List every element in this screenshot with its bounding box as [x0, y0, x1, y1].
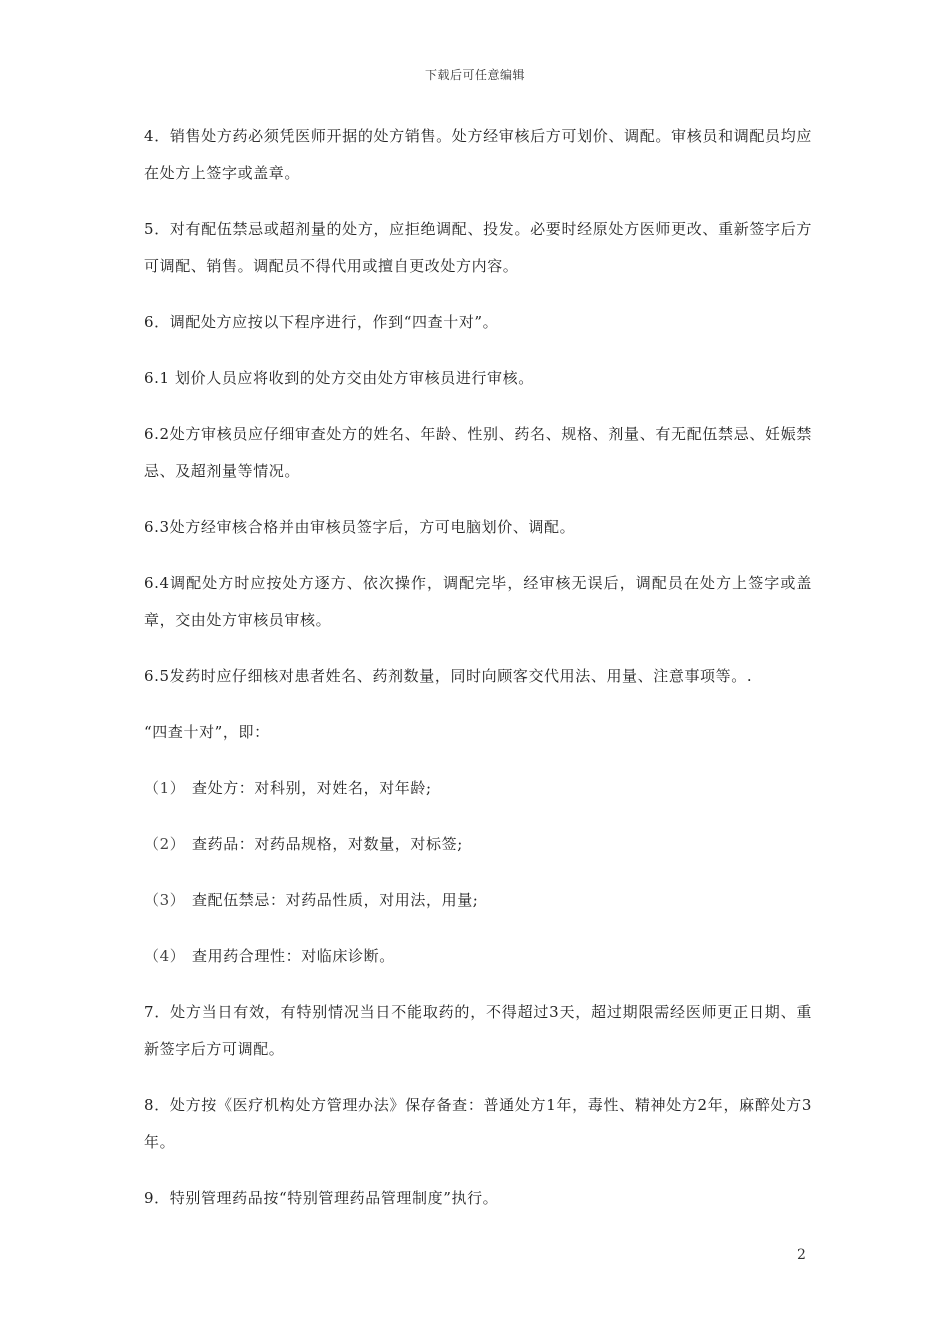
paragraph-9: 9．特别管理药品按“特别管理药品管理制度”执行。: [144, 1189, 499, 1207]
check-item-number: （3）: [144, 891, 186, 909]
paragraph-4: 4．销售处方药必须凭医师开据的处方销售。处方经审核后方可划价、调配。审核员和调配员均应在处方上签字或盖章。: [144, 127, 812, 182]
paragraph-7: 7．处方当日有效，有特别情况当日不能取药的，不得超过3天，超过期限需经医师更正日期、重新签字后方可调配。: [144, 1003, 812, 1058]
check-item-text: 查用药合理性：对临床诊断。: [192, 947, 395, 965]
paragraph-8: 8．处方按《医疗机构处方管理办法》保存备查：普通处方1年，毒性、精神处方2年，麻醉处方3年。: [144, 1096, 812, 1151]
check-item-text: 查配伍禁忌：对药品性质，对用法，用量;: [192, 891, 479, 909]
paragraph-6-4: 6.4调配处方时应按处方逐方、依次操作，调配完毕，经审核无误后，调配员在处方上签字或盖章，交由处方审核员审核。: [144, 574, 812, 629]
page-header: 下载后可任意编辑: [424, 68, 525, 82]
paragraph-5: 5．对有配伍禁忌或超剂量的处方，应拒绝调配、投发。必要时经原处方医师更改、重新签字后方可调配、销售。调配员不得代用或擅自更改处方内容。: [144, 220, 812, 275]
paragraph-6: 6．调配处方应按以下程序进行，作到“四查十对”。: [144, 313, 499, 331]
check-item-number: （1）: [144, 779, 186, 797]
page-number: 2: [797, 1247, 806, 1263]
check-item-1: [144, 770, 812, 807]
paragraph-6-3: 6.3处方经审核合格并由审核员签字后，方可电脑划价、调配。: [144, 518, 576, 536]
check-item-4: [144, 938, 812, 975]
check-item-2: [144, 826, 812, 863]
check-item-number: （2）: [144, 835, 186, 853]
four-checks-intro: “四查十对”，即：: [144, 723, 270, 741]
paragraph-6-5: 6.5发药时应仔细核对患者姓名、药剂数量，同时向顾客交代用法、用量、注意事项等。.: [144, 667, 753, 685]
document-body: [144, 118, 812, 1236]
check-item-text: 查药品：对药品规格，对数量，对标签;: [192, 835, 463, 853]
paragraph-6-2: 6.2处方审核员应仔细审查处方的姓名、年龄、性别、药名、规格、剂量、有无配伍禁忌、妊娠禁忌、及超剂量等情况。: [144, 425, 812, 480]
check-item-3: [144, 882, 812, 919]
paragraph-6-1: 6.1 划价人员应将收到的处方交由处方审核员进行审核。: [144, 369, 534, 387]
check-item-number: （4）: [144, 947, 186, 965]
check-item-text: 查处方：对科别，对姓名，对年龄;: [192, 779, 432, 797]
